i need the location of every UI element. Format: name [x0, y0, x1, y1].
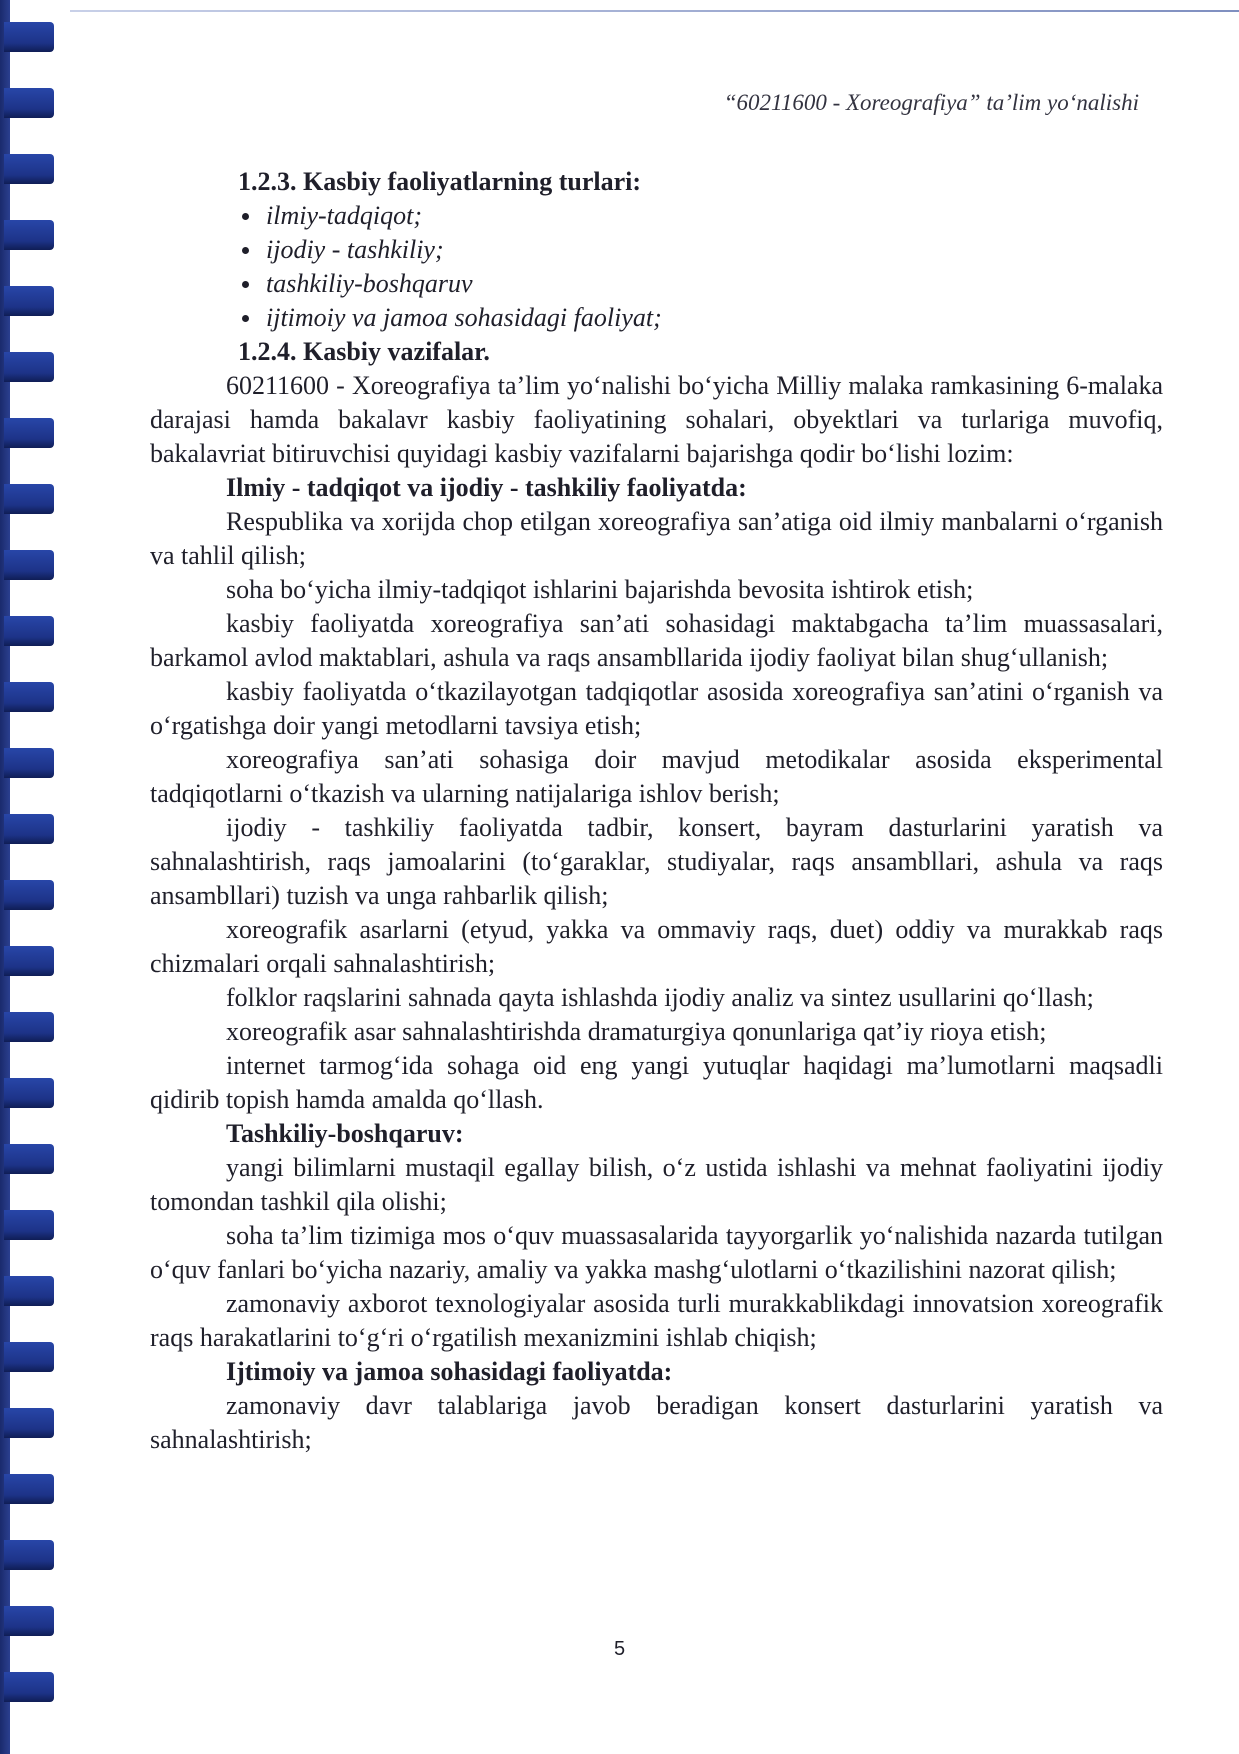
list-item: ijodiy - tashkiliy; [238, 233, 1163, 267]
binding-ring [4, 1342, 54, 1372]
activity-types-list [150, 199, 1163, 335]
list-item: tashkiliy-boshqaruv [238, 267, 1163, 301]
top-border-line [70, 10, 1239, 12]
list-item: ijtimoiy va jamoa sohasidagi faoliyat; [238, 301, 1163, 335]
running-header: “60211600 - Xoreografiya” ta’lim yo‘nalishi [723, 90, 1139, 115]
paragraph: internet tarmog‘ida sohaga oid eng yangi yutuqlar haqidagi ma’lumotlarni maqsadli qidirib topish hamda amalda qo‘llash. [150, 1051, 1163, 1114]
binding-ring [4, 1540, 54, 1570]
binding-ring [4, 748, 54, 778]
section-heading-types: 1.2.3. Kasbiy faoliyatlarning turlari: [238, 167, 641, 196]
paragraph: kasbiy faoliyatda o‘tkazilayotgan tadqiqotlar asosida xoreografiya san’atini o‘rganish va o‘rgatishga doir yangi metodlarni tavsiya etish; [150, 677, 1163, 740]
paragraph: kasbiy faoliyatda xoreografiya san’ati sohasidagi maktabgacha ta’lim muassasalari, barkamol avlod maktablari, ashula va raqs ansambllarida ijodiy faoliyat bilan shug‘ullanish; [150, 609, 1163, 672]
paragraph: zamonaviy davr talablariga javob beradigan konsert dasturlarini yaratish va sahnalashtirish; [150, 1391, 1163, 1454]
binding-ring [4, 550, 54, 580]
tasks-intro-paragraph: 60211600 - Xoreografiya ta’lim yo‘nalishi bo‘yicha Milliy malaka ramkasining 6-malaka darajasi hamda bakalavr kasbiy faoliyatining sohalari, obyektlari va turlariga muvofiq, bakalavriat bitiruvchisi quyidagi kasbiy vazifalarni bajarishga qodir bo‘lishi lozim: [150, 371, 1163, 468]
section-heading-tasks: 1.2.4. Kasbiy vazifalar. [238, 337, 490, 366]
binding-ring [4, 352, 54, 382]
list-item: ilmiy-tadqiqot; [238, 199, 1163, 233]
binding-ring [4, 1474, 54, 1504]
binding-ring [4, 1078, 54, 1108]
binding-ring [4, 616, 54, 646]
paragraph: yangi bilimlarni mustaqil egallay bilish, o‘z ustida ishlashi va mehnat faoliyatini ijodiy tomondan tashkil qila olishi; [150, 1153, 1163, 1216]
subheading-social: Ijtimoiy va jamoa sohasidagi faoliyatda: [226, 1357, 673, 1386]
binding-ring [4, 682, 54, 712]
subheading-research: Ilmiy - tadqiqot va ijodiy - tashkiliy faoliyatda: [226, 473, 747, 502]
binding-ring [4, 1606, 54, 1636]
binding-ring [4, 484, 54, 514]
binding-ring [4, 814, 54, 844]
binding-ring [4, 22, 54, 52]
binding-ring [4, 1672, 54, 1702]
paragraph: zamonaviy axborot texnologiyalar asosida turli murakkablikdagi innovatsion xoreografik raqs harakatlarini to‘g‘ri o‘rgatilish mexanizmini ishlab chiqish; [150, 1289, 1163, 1352]
paragraph: soha ta’lim tizimiga mos o‘quv muassasalarida tayyorgarlik yo‘nalishida nazarda tutilgan o‘quv fanlari bo‘yicha nazariy, amaliy va yakka mashg‘ulotlarni o‘tkazilishini nazorat qilish; [150, 1221, 1163, 1284]
binding-ring [4, 946, 54, 976]
binding-ring [4, 1144, 54, 1174]
binding-ring [4, 1276, 54, 1306]
paragraph: xoreografik asar sahnalashtirishda dramaturgiya qonunlariga qat’iy rioya etish; [226, 1017, 1047, 1046]
subheading-management: Tashkiliy-boshqaruv: [226, 1119, 464, 1148]
binding-ring [4, 418, 54, 448]
paragraph: soha bo‘yicha ilmiy-tadqiqot ishlarini bajarishda bevosita ishtirok etish; [226, 575, 974, 604]
binding-ring [4, 154, 54, 184]
paragraph: ijodiy - tashkiliy faoliyatda tadbir, konsert, bayram dasturlarini yaratish va sahnalashtirish, raqs jamoalarini (to‘garaklar, studiyalar, raqs ansambllari, ashula va raqs ansambllari) tuzish va unga rahbarlik qilish; [150, 813, 1163, 910]
spiral-binding [0, 0, 62, 1754]
paragraph: folklor raqslarini sahnada qayta ishlashda ijodiy analiz va sintez usullarini qo‘llash; [226, 983, 1094, 1012]
binding-ring [4, 880, 54, 910]
binding-ring [4, 1408, 54, 1438]
binding-ring [4, 88, 54, 118]
binding-ring [4, 1012, 54, 1042]
paragraph: xoreografik asarlarni (etyud, yakka va ommaviy raqs, duet) oddiy va murakkab raqs chizmalari orqali sahnalashtirish; [150, 915, 1163, 978]
binding-ring [4, 1210, 54, 1240]
page-content [150, 165, 1163, 1457]
paragraph: xoreografiya san’ati sohasiga doir mavjud metodikalar asosida eksperimental tadqiqotlarni o‘tkazish va ularning natijalariga ishlov berish; [150, 745, 1163, 808]
binding-ring [4, 220, 54, 250]
binding-ring [4, 286, 54, 316]
paragraph: Respublika va xorijda chop etilgan xoreografiya san’atiga oid ilmiy manbalarni o‘rganish va tahlil qilish; [150, 507, 1163, 570]
page-number: 5 [613, 1638, 626, 1660]
